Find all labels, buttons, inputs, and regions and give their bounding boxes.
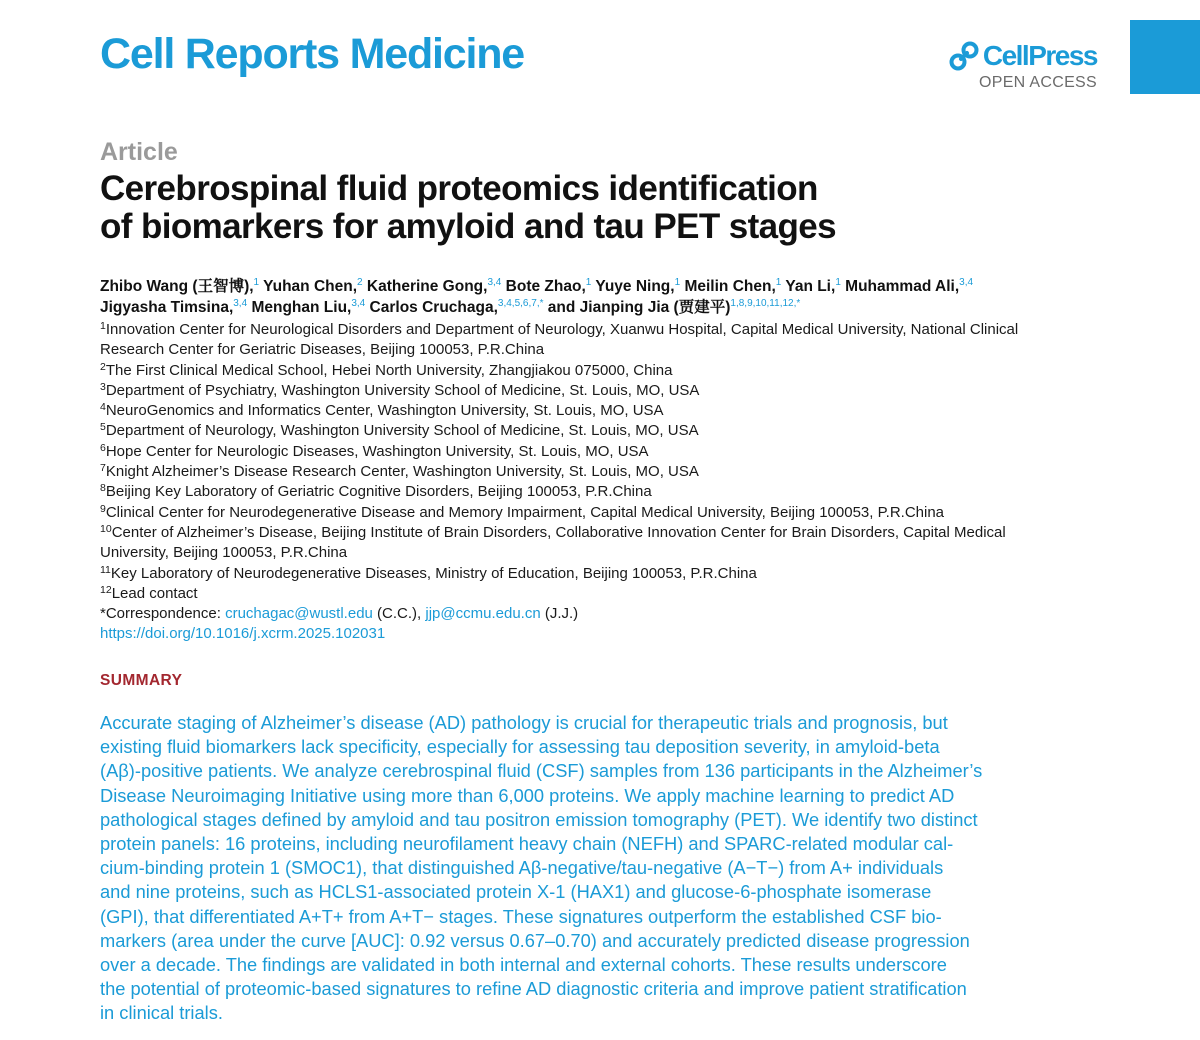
affiliation-number: 3: [100, 380, 106, 393]
affiliation-text: Clinical Center for Neurodegenerative Disease and Memory Impairment, Capital Medical University, Beijing 100053, P.R.China: [105, 503, 945, 521]
affiliation-text: Department of Neurology, Washington University School of Medicine, St. Louis, MO, USA: [105, 422, 699, 440]
author-list: [100, 276, 1110, 318]
affiliation: [100, 503, 1110, 523]
affiliation-text: Center of Alzheimer’s Disease, Beijing Institute of Brain Disorders, Collaborative Innovation Center for Brain Disorders, Capital Medical: [111, 523, 1006, 541]
summary-line: existing fluid biomarkers lack specificity, especially for assessing tau deposition severity, in amyloid-beta: [100, 736, 940, 758]
article-type: Article: [100, 138, 178, 166]
affiliation-number: 6: [100, 441, 106, 454]
author-name: Muhammad Ali,: [840, 278, 960, 295]
author-name: Zhibo Wang (王智博),: [100, 278, 254, 295]
email-link-cruchaga[interactable]: cruchagac@wustl.edu: [225, 605, 373, 623]
affiliation: [100, 381, 1110, 401]
affiliation-text: NeuroGenomics and Informatics Center, Washington University, St. Louis, MO, USA: [105, 402, 664, 420]
correspondence-initials: (C.C.),: [372, 605, 426, 623]
affiliation-text: The First Clinical Medical School, Hebei North University, Zhangjiakou 075000, China: [105, 361, 673, 379]
affiliation: [100, 442, 1110, 462]
affiliation: [100, 564, 1110, 584]
affiliation-number: 1: [100, 320, 106, 332]
affiliation-number: 8: [100, 482, 106, 495]
publisher-badge: [877, 40, 1097, 92]
author-name: and Jianping Jia (贾建平): [543, 299, 731, 316]
summary-line: Accurate staging of Alzheimer’s disease (AD) pathology is crucial for therapeutic trials and prognosis, but: [100, 712, 948, 733]
author-name: Bote Zhao,: [501, 278, 586, 295]
author-affiliation-ref[interactable]: 1: [835, 277, 841, 288]
summary-line: in clinical trials.: [100, 1002, 223, 1024]
summary-line: and nine proteins, such as HCLS1-associated protein X-1 (HAX1) and glucose-6-phosphate isomerase: [100, 881, 932, 903]
affiliation-number: 10: [100, 522, 112, 535]
journal-title: Cell Reports Medicine: [100, 30, 525, 78]
affiliation-number: 9: [100, 502, 106, 515]
affiliation-text: Hope Center for Neurologic Diseases, Washington University, St. Louis, MO, USA: [105, 442, 649, 460]
author-affiliation-ref[interactable]: 1: [775, 277, 782, 288]
author-line-1: [100, 276, 1110, 297]
summary-line: (GPI), that differentiated A+T+ from A+T− stages. These signatures outperform the established CSF bio-: [100, 905, 942, 927]
affiliation-list: [100, 320, 1110, 645]
affiliation: [100, 462, 1110, 482]
summary-line: Disease Neuroimaging Initiative using more than 6,000 proteins. We apply machine learning to predict AD: [100, 784, 955, 806]
corner-accent-block: [1130, 20, 1200, 94]
affiliation-text: Research Center for Geriatric Diseases, Beijing 100053, P.R.China: [100, 341, 545, 359]
doi-link[interactable]: https://doi.org/10.1016/j.xcrm.2025.102031: [100, 625, 386, 643]
cellpress-logo-icon: [949, 41, 979, 71]
affiliation-number: 5: [100, 421, 106, 434]
email-link-jia[interactable]: jjp@ccmu.edu.cn: [425, 605, 541, 623]
affiliation: [100, 361, 1110, 381]
affiliation-number: 11: [100, 563, 111, 576]
affiliation: [100, 421, 1110, 441]
title-line: Cerebrospinal fluid proteomics identification: [100, 169, 818, 208]
author-name: Menghan Liu,: [247, 299, 352, 316]
affiliation-number: 2: [100, 360, 106, 373]
affiliation: [100, 584, 1110, 604]
summary-heading: SUMMARY: [100, 672, 183, 689]
affiliation-text: Department of Psychiatry, Washington University School of Medicine, St. Louis, MO, USA: [105, 381, 700, 399]
author-affiliation-ref[interactable]: 1: [585, 277, 592, 288]
affiliation-number: 12: [100, 583, 112, 596]
author-affiliation-ref[interactable]: 3,4: [959, 277, 974, 288]
affiliation: [100, 320, 1110, 361]
affiliation: [100, 523, 1110, 564]
affiliation-text: University, Beijing 100053, P.R.China: [100, 544, 348, 562]
author-name: Katherine Gong,: [362, 278, 488, 295]
summary-line: protein panels: 16 proteins, including neurofilament heavy chain (NEFH) and SPARC-related modular cal-: [100, 833, 954, 855]
affiliation-number: 4: [100, 401, 106, 414]
author-affiliation-ref[interactable]: 2: [357, 277, 363, 288]
title-line: of biomarkers for amyloid and tau PET stages: [100, 207, 837, 246]
summary-line: markers (area under the curve [AUC]: 0.92 versus 0.67–0.70) and accurately predicted disease progression: [100, 929, 970, 951]
affiliation-number: 7: [100, 462, 106, 475]
affiliation-text: Innovation Center for Neurological Disorders and Department of Neurology, Xuanwu Hospital, Capital Medical University, National Clinical: [105, 321, 1019, 338]
affiliation: [100, 482, 1110, 502]
author-affiliation-ref[interactable]: 3,4: [233, 298, 248, 309]
author-name: Yuhan Chen,: [259, 278, 358, 295]
author-affiliation-ref[interactable]: 3,4,5,6,7,*: [497, 298, 544, 309]
affiliation-text: Beijing Key Laboratory of Geriatric Cognitive Disorders, Beijing 100053, P.R.China: [105, 483, 652, 501]
author-name: Yuye Ning,: [591, 278, 675, 295]
author-name: Yan Li,: [781, 278, 836, 295]
author-affiliation-ref[interactable]: 1: [674, 277, 681, 288]
summary-line: pathological stages defined by amyloid and tau positron emission tomography (PET). We identify two distinct: [100, 808, 978, 830]
author-name: Carlos Cruchaga,: [365, 299, 498, 316]
affiliation-text: Lead contact: [111, 584, 198, 602]
author-affiliation-ref[interactable]: 1: [253, 277, 260, 288]
paper-title: [100, 170, 1060, 246]
open-access-label: OPEN ACCESS: [978, 74, 1097, 91]
summary-line: the potential of proteomic-based signatures to refine AD diagnostic criteria and improve patient stratification: [100, 978, 967, 1000]
correspondence-label: *Correspondence:: [100, 605, 226, 623]
author-line-2: [100, 297, 1110, 318]
affiliation: [100, 401, 1110, 421]
affiliation-text: Knight Alzheimer’s Disease Research Center, Washington University, St. Louis, MO, USA: [105, 463, 699, 481]
summary-line: cium-binding protein 1 (SMOC1), that distinguished Aβ-negative/tau-negative (A−T−) from A+ individuals: [100, 857, 944, 879]
author-affiliation-ref[interactable]: 3,4: [487, 277, 502, 288]
correspondence: [100, 604, 1110, 624]
author-name: Jigyasha Timsina,: [100, 299, 234, 316]
affiliation-text: Key Laboratory of Neurodegenerative Diseases, Ministry of Education, Beijing 100053, P.R.China: [110, 564, 757, 582]
author-affiliation-ref[interactable]: 1,8,9,10,11,12,*: [730, 298, 801, 309]
publisher-name: CellPress: [982, 40, 1097, 71]
summary-text: [100, 711, 1100, 1026]
summary-line: (Aβ)-positive patients. We analyze cerebrospinal fluid (CSF) samples from 136 participants in the Alzheimer’s: [100, 760, 983, 782]
summary-line: over a decade. The findings are validated in both internal and external cohorts. These results underscore: [100, 954, 947, 976]
correspondence-initials: (J.J.): [540, 605, 579, 623]
author-affiliation-ref[interactable]: 3,4: [351, 298, 366, 309]
author-name: Meilin Chen,: [680, 278, 776, 295]
